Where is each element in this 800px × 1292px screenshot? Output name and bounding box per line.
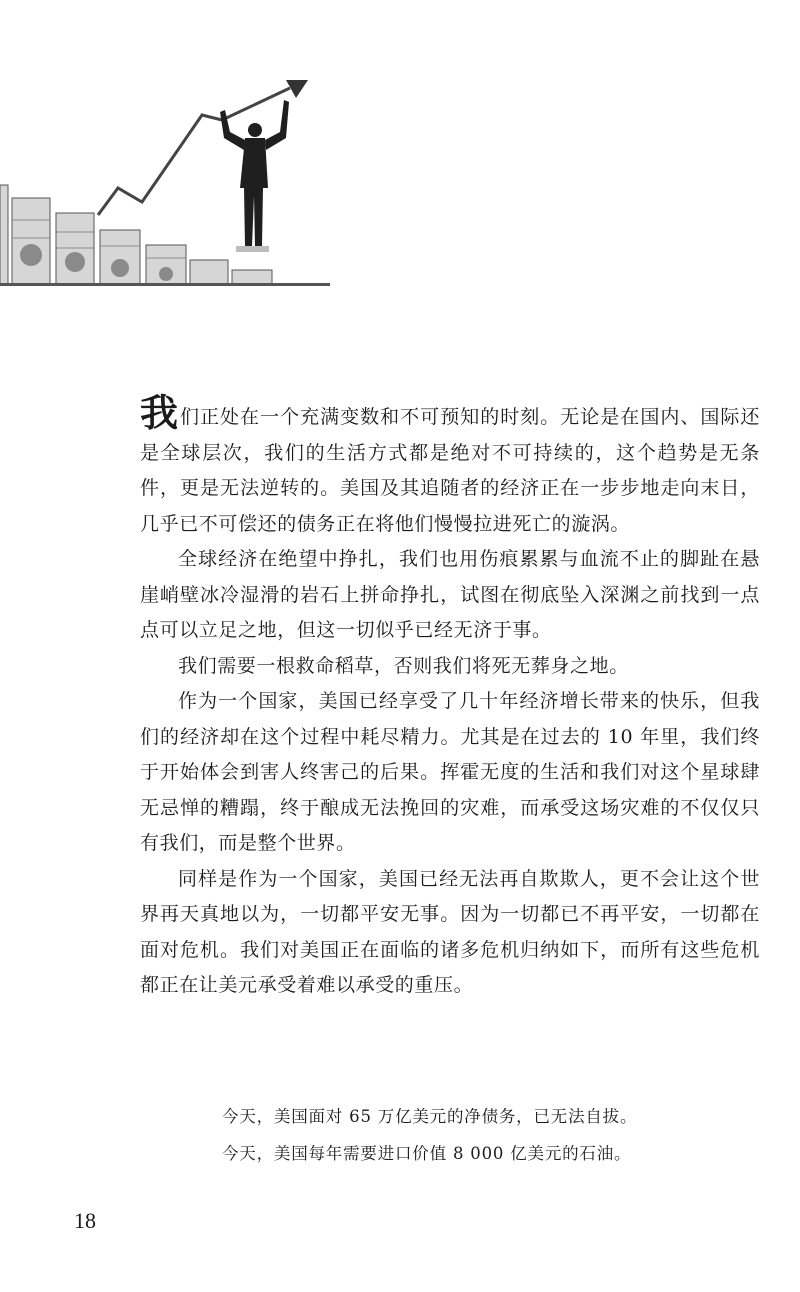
header-illustration [0,70,330,290]
intro-text: 们正处在一个充满变数和不可预知的时刻。无论是在国内、国际还是全球层次，我们的生活方式都是绝对不可持续的，这个趋势是无条件，更是无法逆转的。美国及其追随者的经济正在一步步地走向末日，几乎已不可偿还的债务正在将他们慢慢拉进死亡的漩涡。 [140,406,760,535]
intro-paragraph [140,390,760,542]
rising-chart-money-stacks-man-icon [0,70,330,290]
man-figure [220,100,289,252]
paragraph: 作为一个国家，美国已经享受了几十年经济增长带来的快乐，但我们的经济却在这个过程中耗尽精力。尤其是在过去的 10 年里，我们终于开始体会到害人终害己的后果。挥霍无度的生活和我们对这个星球肆无忌惮的糟蹋，终于酿成无法挽回的灾难，而承受这场灾难的不仅仅只有我们，而是整个世界。 [140,690,760,854]
paragraph: 全球经济在绝望中挣扎，我们也用伤痕累累与血流不止的脚趾在悬崖峭壁冰冷湿滑的岩石上拼命挣扎，试图在彻底坠入深渊之前找到一点点可以立足之地，但这一切似乎已经无济于事。 [140,548,760,641]
quote-line: 今天，美国面对 65 万亿美元的净债务，已无法自拔。 [222,1107,638,1126]
main-text [140,390,760,1004]
quote-block [222,1098,637,1172]
page-number: 18 [74,1208,96,1233]
drop-cap: 我 [140,390,180,435]
paragraph: 同样是作为一个国家，美国已经无法再自欺欺人，更不会让这个世界再天真地以为，一切都平安无事。因为一切都已不再平安，一切都在面对危机。我们对美国正在面临的诸多危机归纳如下，而所有这些危机都正在让美元承受着难以承受的重压。 [140,867,760,996]
paragraph: 我们需要一根救命稻草，否则我们将死无葬身之地。 [178,654,629,677]
quote-line: 今天，美国每年需要进口价值 8 000 亿美元的石油。 [222,1144,632,1163]
